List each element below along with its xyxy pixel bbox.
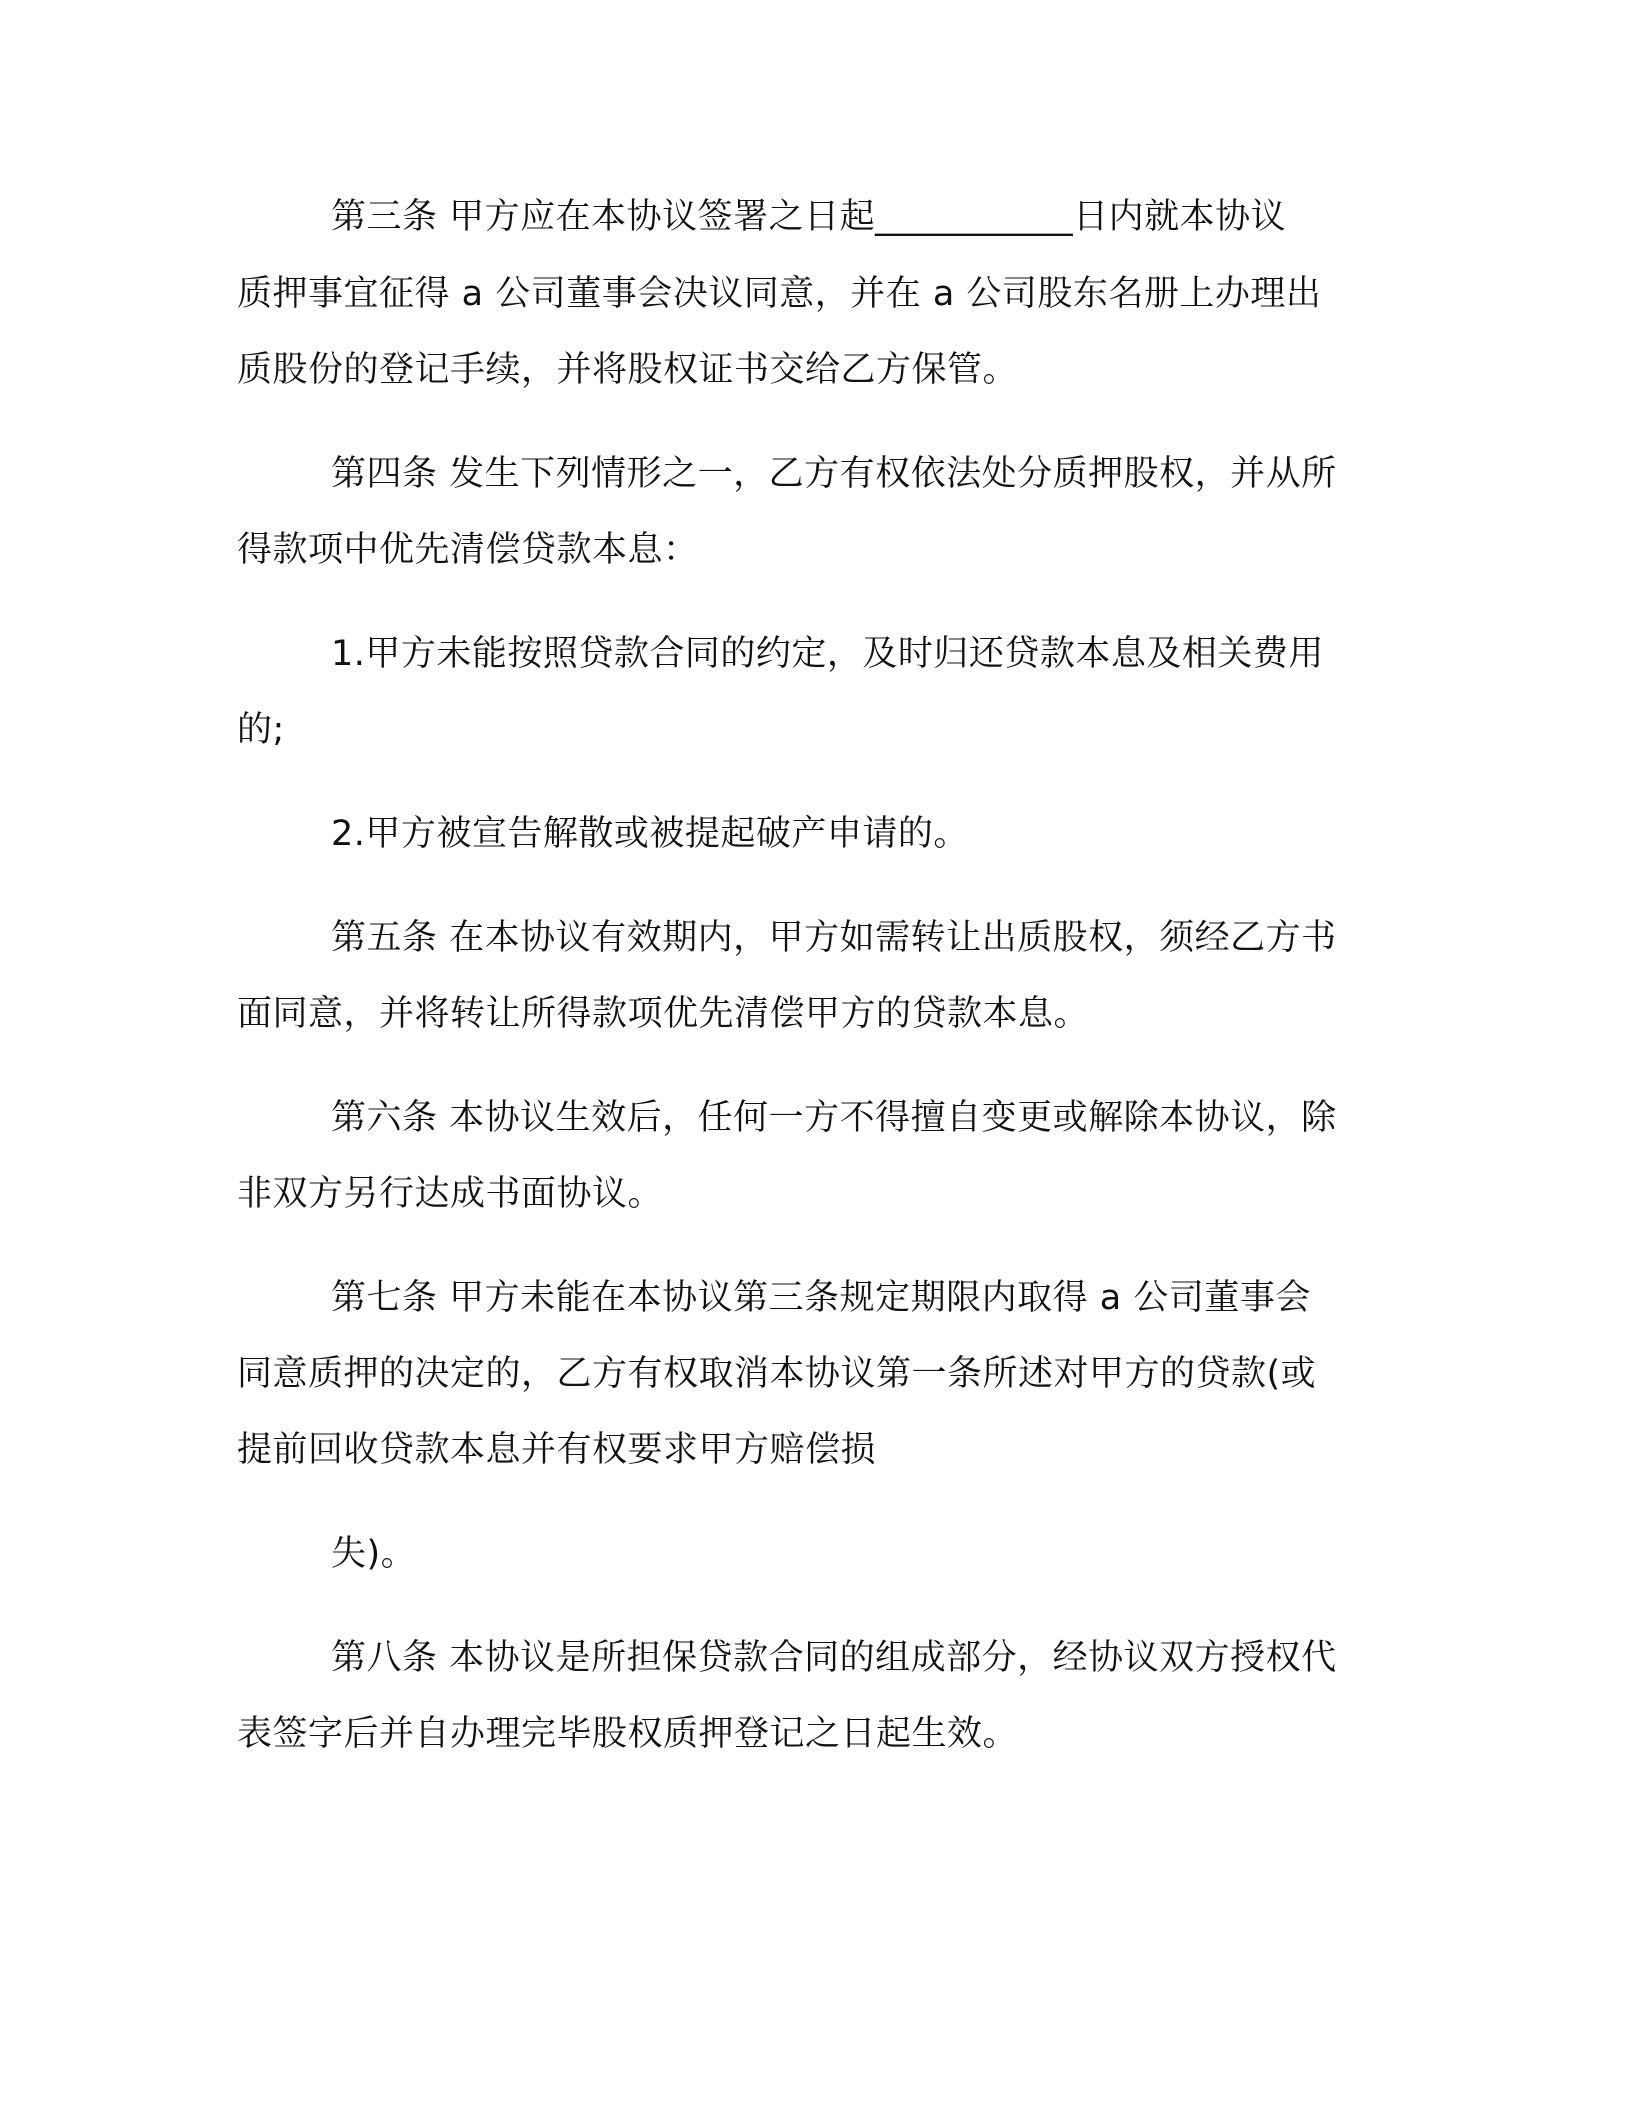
article-4-line-1: 第四条 发生下列情形之一，乙方有权依法处分质押股权，并从所: [331, 454, 1337, 494]
article-8-line-1: 第八条 本协议是所担保贷款合同的组成部分，经协议双方授权代: [331, 1638, 1337, 1678]
article-7-line-1: 第七条 甲方未能在本协议第三条规定期限内取得 a 公司董事会: [331, 1278, 1311, 1318]
article-7-line-4: 失)。: [331, 1534, 417, 1574]
item-1-line-2: 的;: [237, 710, 285, 750]
article-7-line-2: 同意质押的决定的，乙方有权取消本协议第一条所述对甲方的贷款(或: [237, 1354, 1317, 1394]
article-3-line-1: 第三条 甲方应在本协议签署之日起___________日内就本协议: [331, 197, 1287, 237]
article-6-line-2: 非双方另行达成书面协议。: [237, 1174, 664, 1214]
item-1-line-1: 1.甲方未能按照贷款合同的约定，及时归还贷款本息及相关费用: [331, 634, 1324, 674]
article-5-line-2: 面同意，并将转让所得款项优先清偿甲方的贷款本息。: [237, 994, 1090, 1034]
article-5-line-1: 第五条 在本协议有效期内，甲方如需转让出质股权，须经乙方书: [331, 918, 1337, 958]
article-7-line-3: 提前回收贷款本息并有权要求甲方赔偿损: [237, 1430, 877, 1470]
article-4-line-2: 得款项中优先清偿贷款本息：: [237, 530, 699, 570]
article-3-line-2: 质押事宜征得 a 公司董事会决议同意，并在 a 公司股东名册上办理出: [237, 274, 1322, 314]
item-2-line-1: 2.甲方被宣告解散或被提起破产申请的。: [331, 814, 969, 854]
article-6-line-1: 第六条 本协议生效后，任何一方不得擅自变更或解除本协议，除: [331, 1098, 1337, 1138]
article-8-line-2: 表签字后并自办理完毕股权质押登记之日起生效。: [237, 1714, 1019, 1754]
article-3-line-3: 质股份的登记手续，并将股权证书交给乙方保管。: [237, 350, 1019, 390]
